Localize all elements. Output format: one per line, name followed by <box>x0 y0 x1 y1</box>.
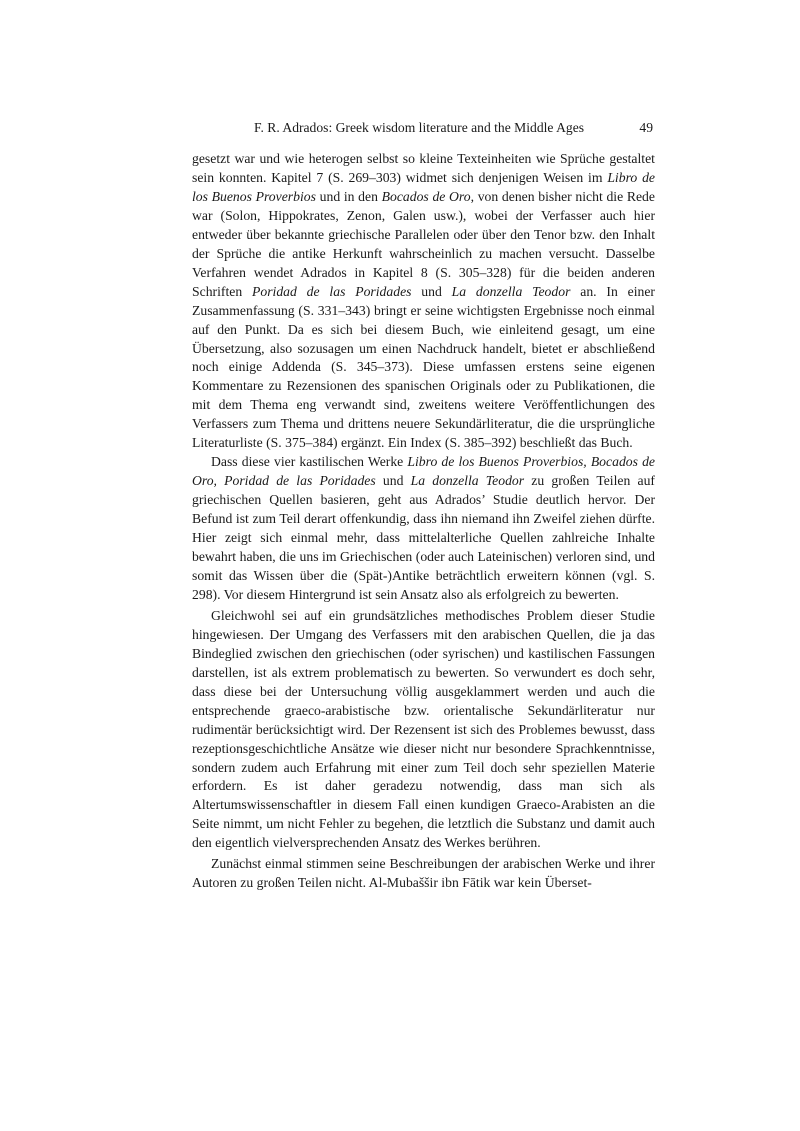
text-run: Zunächst einmal stimmen seine Beschreibungen der arabischen Werke und ihrer Autoren zu großen Teilen nicht. Al-Mubaššir ibn Fātik war kein Überset- <box>192 856 655 891</box>
text-run: an. In einer Zusammenfassung (S. 331–343) bringt er seine wichtigsten Ergebnisse noch einmal auf den Punkt. Da es sich bei diesem Buch, wie einleitend gesagt, um eine Übersetzung, also sozusagen um einen Nachdruck handelt, bietet er abschließend noch einige Addenda (S. 345–373). Diese umfassen erstens seine eigenen Kommentare zu Rezensionen des spanischen Originals oder zu Publikationen, die mit dem Thema eng verwandt sind, zweitens weitere Veröffentlichungen des Verfassers zum Thema und drittens neuere Sekundärliteratur, die die ursprüngliche Literaturliste (S. 375–384) ergänzt. Ein Index (S. 385–392) beschließt das Buch. <box>192 283 655 451</box>
text-run: Dass diese vier kastilischen Werke <box>211 454 408 470</box>
running-title: F. R. Adrados: Greek wisdom literature and the Middle Ages <box>254 120 585 135</box>
text-run: und in den <box>315 188 382 204</box>
text-run: zu großen Teilen auf griechischen Quellen basieren, geht aus Adrados’ Studie deutlich hervor. Der Befund ist zum Teil derart offenkundig, dass ihn niemand ihn Zweifel ziehen dürfte. Hier zeigt sich einmal mehr, dass mittelalterliche Quellen zahlreiche Inhalte bewahrt haben, die uns im Griechischen (oder auch Lateinischen) verloren sind, und somit das Wissen über die (Spät-)Antike beträchtlich erweitern können (vgl. S. 298). Vor diesem Hintergrund ist sein Ansatz also als erfolgreich zu bewerten. <box>192 473 655 602</box>
body-text <box>192 150 655 893</box>
text-run: und <box>375 473 411 489</box>
italic-title: La donzella Teodor <box>451 283 571 299</box>
italic-title: Libro de los Buenos Proverbios <box>192 169 655 204</box>
italic-title: La donzella Teodor <box>410 473 525 489</box>
running-header <box>192 119 655 137</box>
italic-title: Poridad de las Poridades <box>252 283 412 299</box>
paragraph <box>192 855 655 893</box>
paragraph <box>192 607 655 853</box>
page-number: 49 <box>639 120 653 135</box>
paragraph <box>192 150 655 453</box>
text-run: und <box>411 283 452 299</box>
italic-title: Bocados de Oro <box>381 188 471 204</box>
text-run: , von denen bisher nicht die Rede war (Solon, Hippokrates, Zenon, Galen usw.), wobei der Verfasser auch hier entweder über bekannte griechische Parallelen oder über den Tenor bzw. den Inhalt der Sprüche die antike Herkunft wahrscheinlich zu machen versucht. Dasselbe Verfahren wendet Adrados in Kapitel 8 (S. 305–328) für die beiden anderen Schriften <box>192 188 655 299</box>
text-run: gesetzt war und wie heterogen selbst so kleine Texteinheiten wie Sprüche gestaltet sein konnten. Kapitel 7 (S. 269–303) widmet sich denjenigen Weisen im <box>192 151 655 185</box>
text-run: Gleichwohl sei auf ein grundsätzliches methodisches Problem dieser Studie hingewiesen. Der Umgang des Verfassers mit den arabischen Quellen, die ja das Bindeglied zwischen den griechischen (oder syrischen) und kastilischen Fassungen darstellen, ist als extrem problematisch zu bewerten. So verwundert es doch sehr, dass diese bei der Untersuchung völlig ausgeklammert werden und auch die entsprechende graeco-arabistische bzw. orientalische Sekundärliteratur nur rudimentär berücksichtigt wird. Der Rezensent ist sich des Problemes bewusst, dass rezeptionsgeschichtliche Ansätze wie dieser nicht nur besondere Sprachkenntnisse, sondern zudem auch Erfahrung mit einer zum Teil doch sehr speziellen Materie erfordern. Es ist daher geradezu notwendig, dass man sich als Altertumswissenschaftler in diesem Fall einen kundigen Graeco-Arabisten an die Seite nimmt, um nicht Fehler zu begehen, die letztlich die Substanz und damit auch den eigentlich vielversprechenden Ansatz des Werkes berühren. <box>192 607 655 851</box>
italic-title: Libro de los Buenos Proverbios, Bocados de Oro, Poridad de las Poridades <box>192 454 656 489</box>
paragraph <box>192 453 655 605</box>
